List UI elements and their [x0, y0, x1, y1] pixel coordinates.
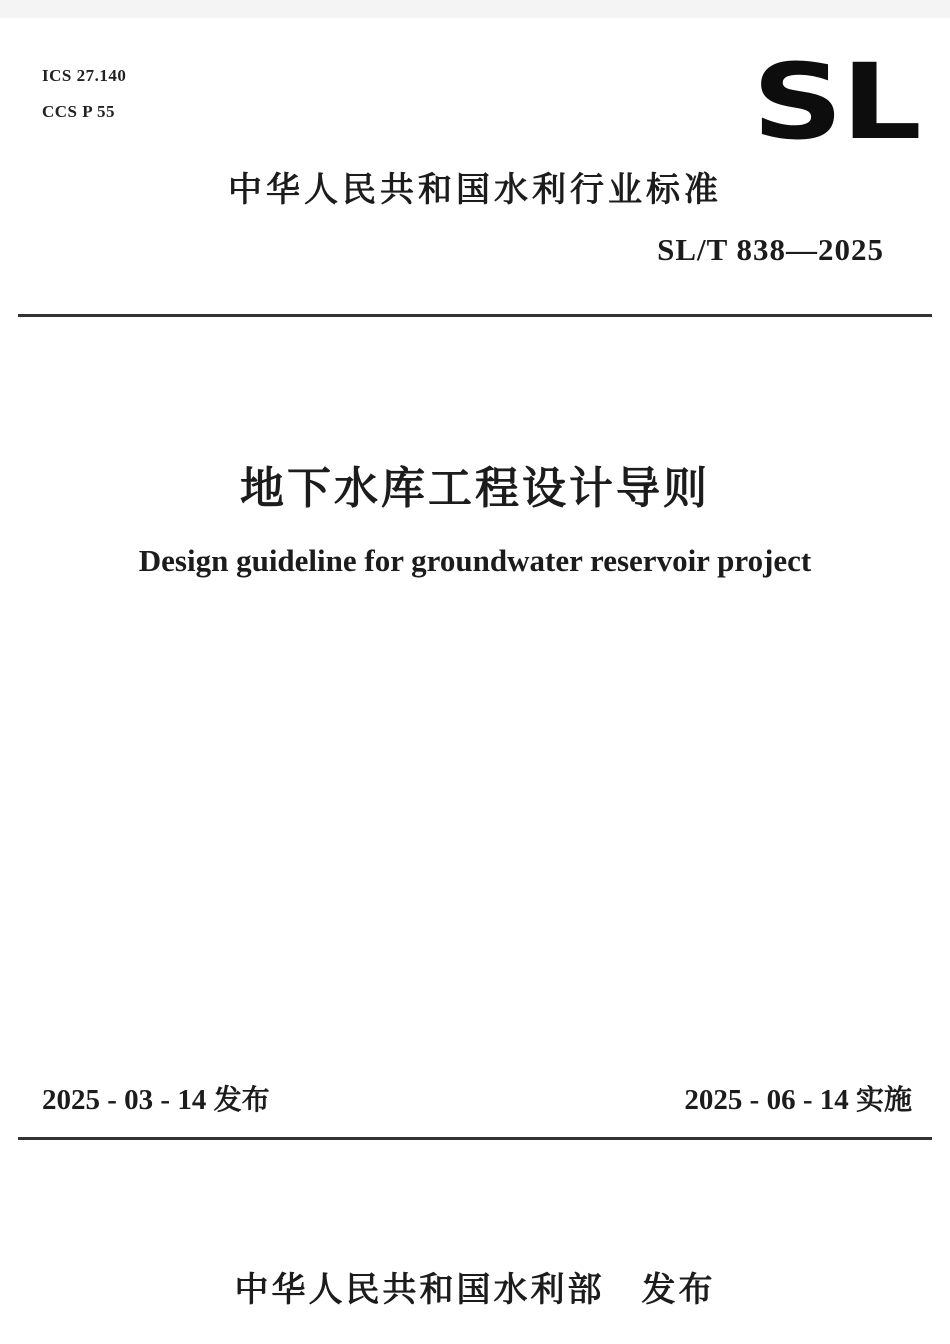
issuing-authority: 中华人民共和国水利部 发布 — [234, 1270, 716, 1310]
title-chinese: 地下水库工程设计导则 — [240, 463, 710, 514]
effective-date-line — [684, 1078, 912, 1118]
issue-label: 发布 — [213, 1083, 270, 1116]
effective-date: 2025 - 06 - 14 — [684, 1084, 849, 1116]
effective-label: 实施 — [855, 1083, 912, 1116]
ccs-code: CCS P 55 — [42, 102, 115, 121]
top-divider — [18, 314, 932, 317]
standard-number: SL/T 838—2025 — [657, 232, 884, 267]
sl-logo: SL — [752, 41, 920, 163]
ics-code: ICS 27.140 — [42, 66, 127, 85]
issue-date-line — [42, 1078, 270, 1118]
issue-date: 2025 - 03 - 14 — [42, 1084, 207, 1116]
bottom-divider — [18, 1137, 932, 1140]
classification-codes — [42, 58, 126, 130]
title-english: Design guideline for groundwater reservoir project — [138, 543, 812, 578]
industry-standard-heading: 中华人民共和国水利行业标准 — [228, 170, 722, 210]
top-edge-strip — [0, 0, 950, 18]
